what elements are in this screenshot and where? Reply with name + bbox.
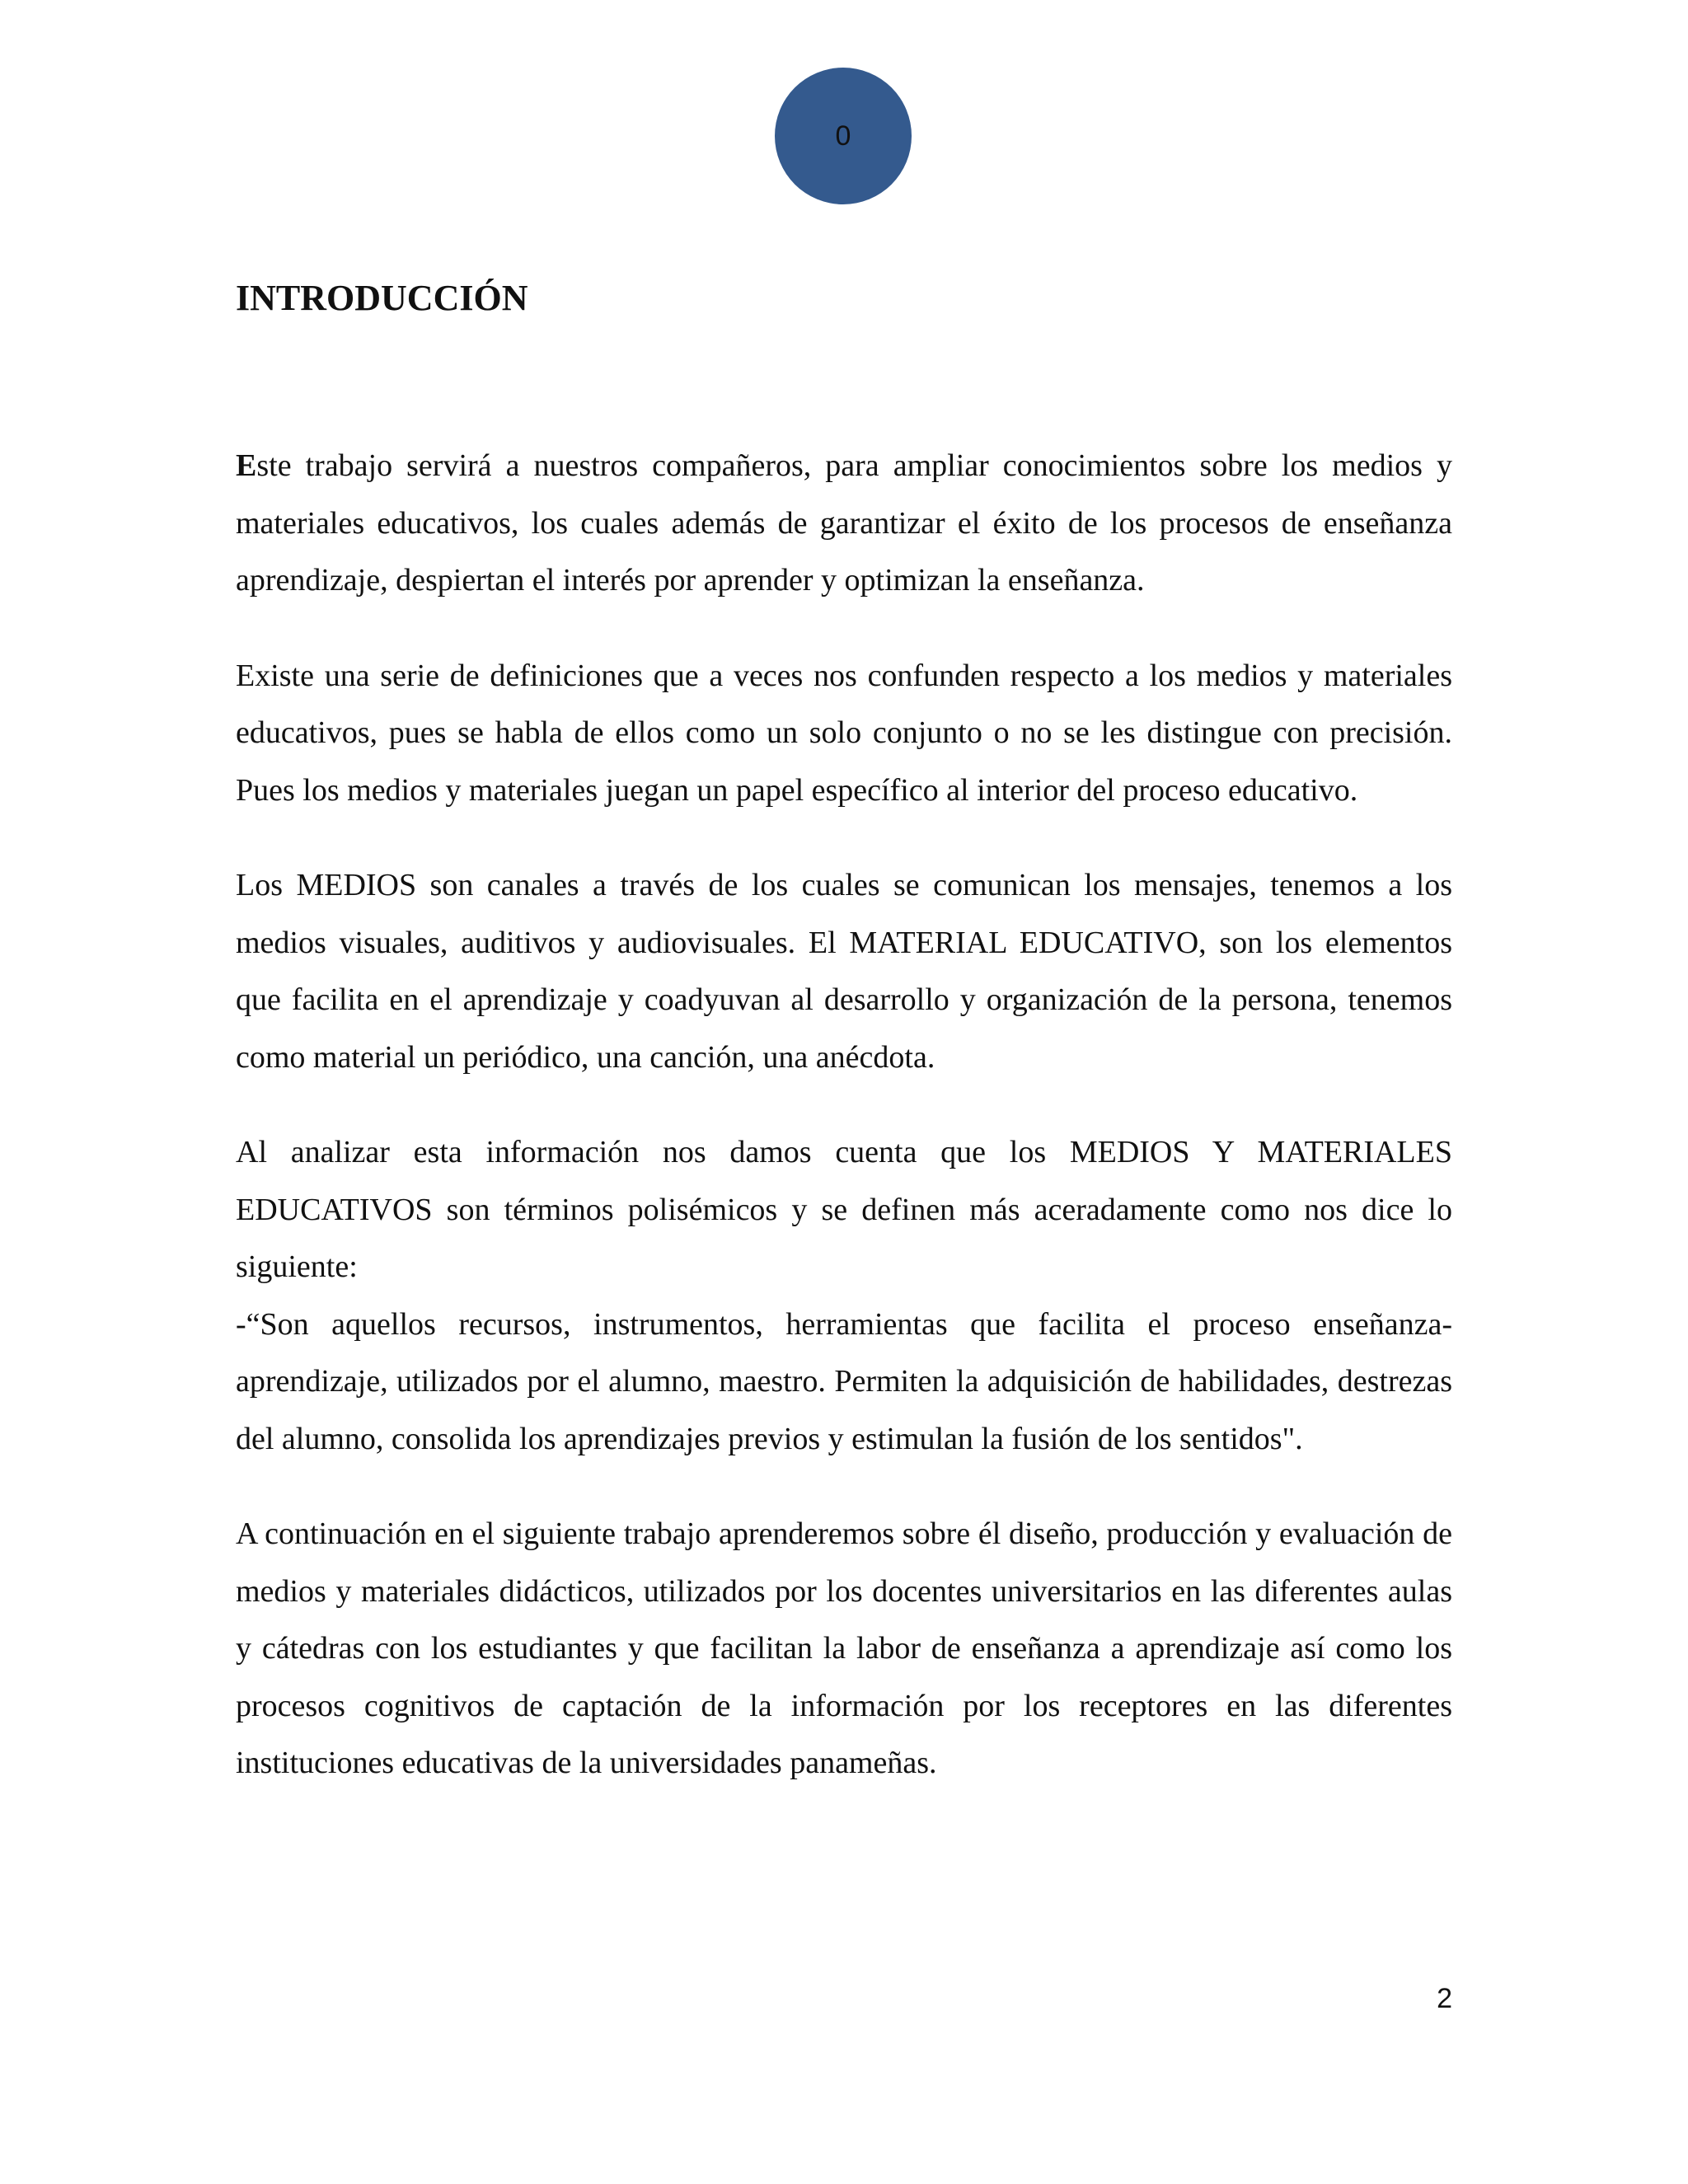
document-body: [236, 438, 1452, 1830]
paragraph-5-quote: -“Son aquellos recursos, instrumentos, herramientas que facilita el proceso enseñanza-aprendizaje, utilizados por el alumno, maestro. Permiten la adquisición de habilidades, destrezas del alumno, consolida los aprendizajes previos y estimulan la fusión de los sentidos".: [236, 1306, 1452, 1456]
paragraph-6: A continuación en el siguiente trabajo aprenderemos sobre él diseño, producción y evaluación de medios y materiales didácticos, utilizados por los docentes universitarios en las diferentes aulas y cátedras con los estudiantes y que facilitan la labor de enseñanza a aprendizaje así como los procesos cognitivos de captación de la información por los receptores en las diferentes instituciones educativas de la universidades panameñas.: [236, 1516, 1452, 1780]
page-number: 2: [1437, 1983, 1452, 2014]
header-circle-badge: [775, 68, 912, 204]
paragraph-1-lead-letter: E: [236, 448, 257, 483]
document-title: INTRODUCCIÓN: [236, 278, 528, 318]
paragraph-4: Al analizar esta información nos damos cuenta que los MEDIOS Y MATERIALES EDUCATIVOS son términos polisémicos y se definen más aceradamente como nos dice lo siguiente:: [236, 1135, 1452, 1284]
paragraph-3: Los MEDIOS son canales a través de los cuales se comunican los mensajes, tenemos a los medios visuales, auditivos y audiovisuales. El MATERIAL EDUCATIVO, son los elementos que facilita en el aprendizaje y coadyuvan al desarrollo y organización de la persona, tenemos como material un periódico, una canción, una anécdota.: [236, 868, 1452, 1075]
paragraph-2: Existe una serie de definiciones que a veces nos confunden respecto a los medios y materiales educativos, pues se habla de ellos como un solo conjunto o no se les distingue con precisión. Pues los medios y materiales juegan un papel específico al interior del proceso educativo.: [236, 658, 1452, 808]
header-badge-number: 0: [835, 120, 851, 152]
paragraph-1: [236, 438, 1452, 610]
paragraph-1-text: ste trabajo servirá a nuestros compañeros, para ampliar conocimientos sobre los medios y materiales educativos, los cuales además de garantizar el éxito de los procesos de enseñanza aprendizaje, despiertan el interés por aprender y optimizan la enseñanza.: [236, 448, 1452, 598]
